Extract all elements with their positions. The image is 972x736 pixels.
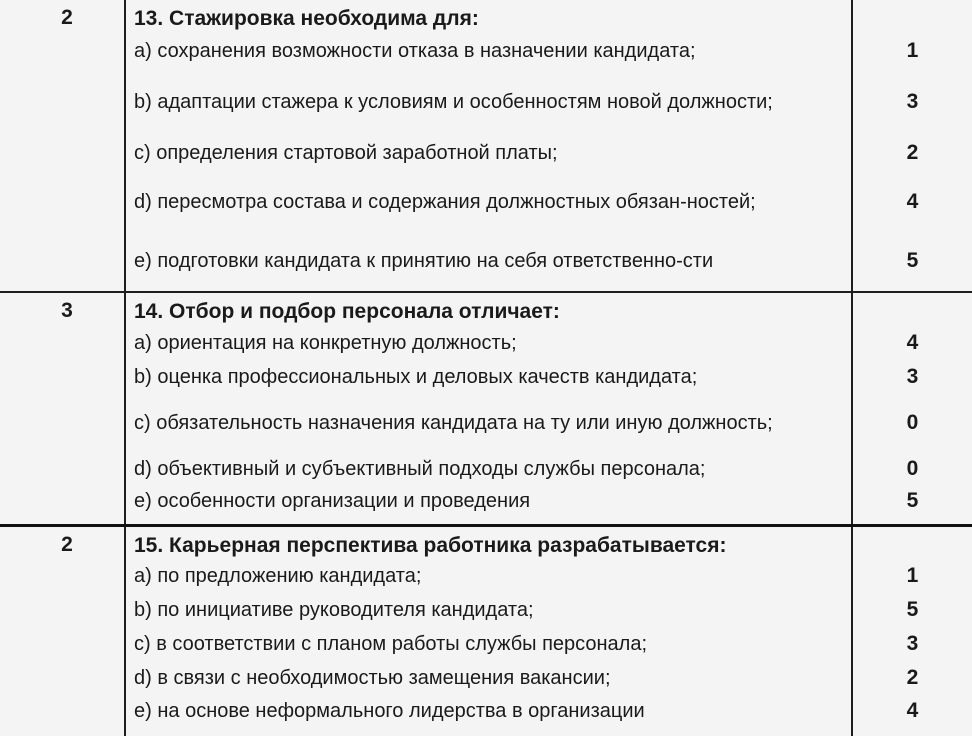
score-e: 4 [906, 698, 919, 722]
option-b: b) оценка профессиональных и деловых качеств кандидата; [134, 366, 698, 388]
weight-cell [0, 0, 125, 292]
score-a: 1 [906, 39, 919, 62]
option-c: c) в соответствии с планом работы службы персонала; [134, 632, 648, 655]
weight-cell [0, 292, 125, 525]
option-a: а) по предложению кандидата; [134, 564, 422, 587]
weight-cell [0, 525, 125, 736]
question-row-15 [0, 525, 972, 736]
question-weight: 3 [61, 299, 73, 322]
question-title: 14. Отбор и подбор персонала отличает: [134, 300, 560, 323]
option-e: e) особенности организации и проведения [134, 490, 531, 512]
question-row-13 [0, 0, 972, 292]
option-b: b) по инициативе руководителя кандидата; [134, 598, 534, 621]
question-weight: 2 [61, 6, 73, 29]
score-c: 3 [906, 631, 919, 655]
score-e: 5 [906, 489, 919, 512]
score-cell [852, 0, 972, 292]
score-d: 4 [906, 190, 919, 213]
option-a: а) сохранения возможности отказа в назначении кандидата; [134, 40, 696, 62]
option-b: b) адаптации стажера к условиям и особенностям новой должности; [134, 91, 773, 113]
question-cell [125, 292, 852, 525]
option-e: e) подготовки кандидата к принятию на себя ответственно-сти [134, 250, 714, 272]
option-a: а) ориентация на конкретную должность; [134, 332, 517, 354]
score-b: 5 [906, 597, 919, 621]
score-d: 2 [906, 665, 919, 689]
score-cell [852, 292, 972, 525]
score-a: 1 [906, 563, 919, 587]
option-d: d) объективный и субъективный подходы службы персонала; [134, 458, 706, 480]
score-a: 4 [906, 331, 919, 354]
question-cell [125, 0, 852, 292]
score-cell [852, 525, 972, 736]
score-d: 0 [906, 457, 919, 480]
option-d: d) в связи с необходимостью замещения вакансии; [134, 666, 611, 689]
option-c: c) обязательность назначения кандидата на ту или иную должность; [134, 412, 773, 434]
option-c: c) определения стартовой заработной платы; [134, 142, 558, 164]
score-e: 5 [906, 249, 919, 272]
question-row-14 [0, 292, 972, 525]
score-c: 2 [906, 141, 919, 164]
question-title: 15. Карьерная перспектива работника разрабатывается: [134, 533, 727, 557]
question-cell [125, 525, 852, 736]
question-title: 13. Стажировка необходима для: [134, 7, 479, 30]
score-c: 0 [906, 411, 919, 434]
option-e: e) на основе неформального лидерства в организации [134, 699, 645, 722]
option-d: d) пересмотра состава и содержания должностных обязан-ностей; [134, 191, 756, 213]
question-weight: 2 [61, 532, 73, 556]
score-b: 3 [906, 365, 919, 388]
score-b: 3 [906, 90, 919, 113]
